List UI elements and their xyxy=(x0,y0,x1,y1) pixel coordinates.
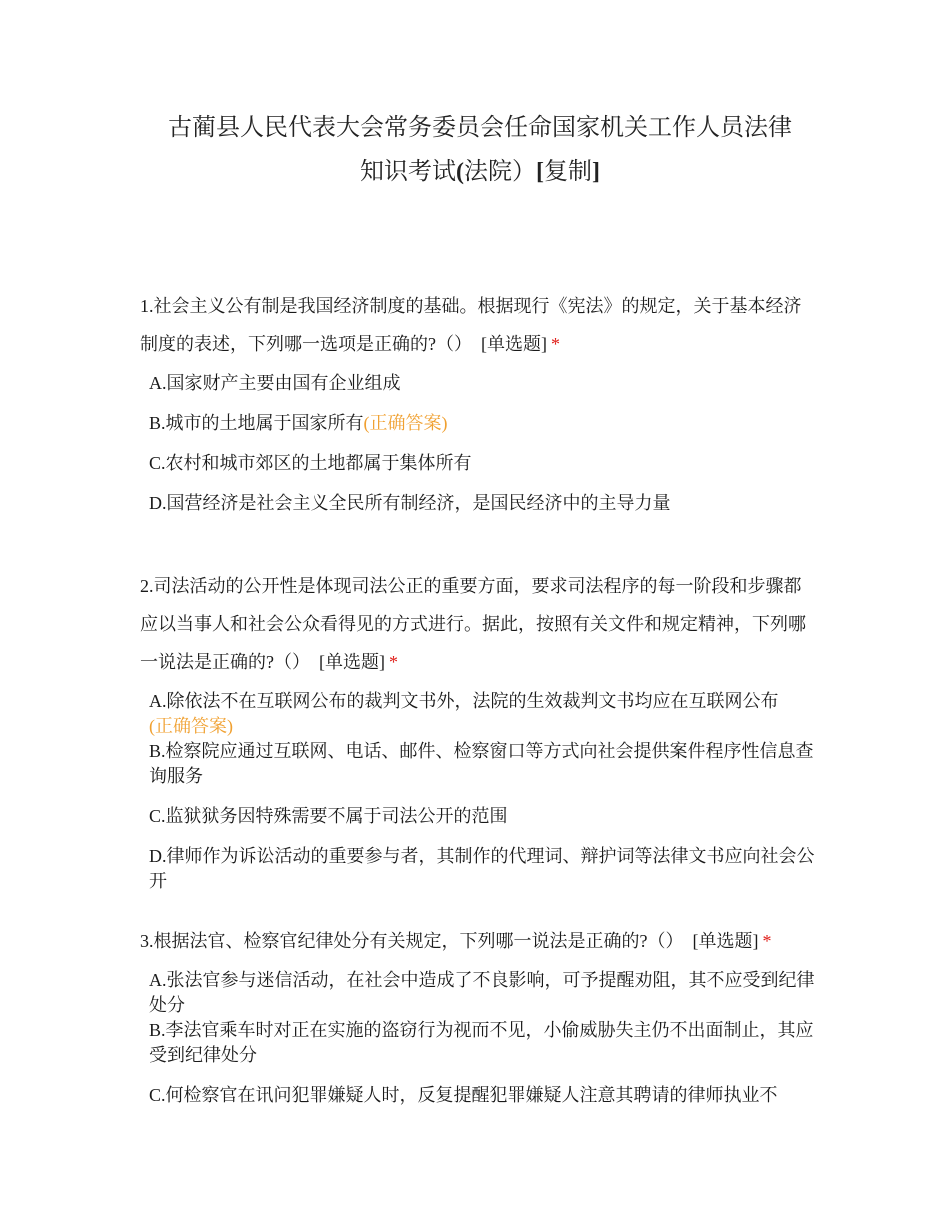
option-b[interactable]: B.李法官乘车时对正在实施的盗窃行为视而不见，小偷威胁失主仍不出面制止，其应受到纪律处分 xyxy=(149,1020,814,1065)
required-mark: * xyxy=(551,334,560,354)
question-3 xyxy=(140,922,815,1123)
title-court-text: 法院） xyxy=(464,159,536,185)
option-list xyxy=(149,371,815,516)
question-text xyxy=(140,567,815,681)
title-paren-open: ( xyxy=(456,159,464,185)
title-exam-text: 知识考试 xyxy=(360,159,456,185)
title-line-2 xyxy=(140,150,820,194)
question-stem: 3.根据法官、检察官纪律处分有关规定，下列哪一说法是正确的?（） xyxy=(140,931,684,951)
question-2 xyxy=(140,567,815,909)
correct-answer-tag: (正确答案) xyxy=(363,413,448,433)
question-text xyxy=(140,922,815,960)
page-title xyxy=(140,106,820,194)
option-list xyxy=(149,968,815,1108)
question-text xyxy=(140,287,815,363)
option-b[interactable]: B.检察院应通过互联网、电话、邮件、检察窗口等方式向社会提供案件程序性信息查询服务 xyxy=(149,741,814,786)
required-mark: * xyxy=(389,652,398,672)
option-c[interactable]: C.监狱狱务因特殊需要不属于司法公开的范围 xyxy=(149,806,508,826)
question-1 xyxy=(140,287,815,531)
option-c[interactable]: C.何检察官在讯问犯罪嫌疑人时，反复提醒犯罪嫌疑人注意其聘请的律师执业不 xyxy=(149,1085,778,1105)
question-type: [单选题] xyxy=(319,652,385,672)
option-a[interactable]: A.张法官参与迷信活动，在社会中造成了不良影响，可予提醒劝阻，其不应受到纪律处分 xyxy=(149,970,815,1015)
option-c[interactable]: C.农村和城市郊区的土地都属于集体所有 xyxy=(149,453,472,473)
option-text: A.除依法不在互联网公布的裁判文书外，法院的生效裁判文书均应在互联网公布 xyxy=(149,691,779,711)
option-d[interactable]: D.国营经济是社会主义全民所有制经济，是国民经济中的主导力量 xyxy=(149,493,671,513)
title-bracket-open: [ xyxy=(536,159,544,185)
option-d[interactable]: D.律师作为诉讼活动的重要参与者，其制作的代理词、辩护词等法律文书应向社会公开 xyxy=(149,846,815,891)
question-type: [单选题] xyxy=(692,931,759,951)
required-mark: * xyxy=(762,931,772,951)
option-text: B.城市的土地属于国家所有 xyxy=(149,413,364,433)
question-stem: 2.司法活动的公开性是体现司法公正的重要方面，要求司法程序的每一阶段和步骤都应以当事人和社会公众看得见的方式进行。据此，按照有关文件和规定精神，下列哪一说法是正确的?（） xyxy=(140,576,806,672)
question-stem: 1.社会主义公有制是我国经济制度的基础。根据现行《宪法》的规定，关于基本经济制度的表述，下列哪一选项是正确的?（） xyxy=(140,296,802,354)
title-copy-text: 复制 xyxy=(544,159,592,185)
option-a[interactable]: A.国家财产主要由国有企业组成 xyxy=(149,373,401,393)
option-a[interactable] xyxy=(149,689,815,739)
option-list xyxy=(149,689,815,894)
correct-answer-tag: (正确答案) xyxy=(149,716,233,736)
title-line-1: 古蔺县人民代表大会常务委员会任命国家机关工作人员法律 xyxy=(168,115,792,141)
title-bracket-close: ] xyxy=(592,159,600,185)
question-type: [单选题] xyxy=(481,334,547,354)
option-b[interactable] xyxy=(149,411,815,436)
